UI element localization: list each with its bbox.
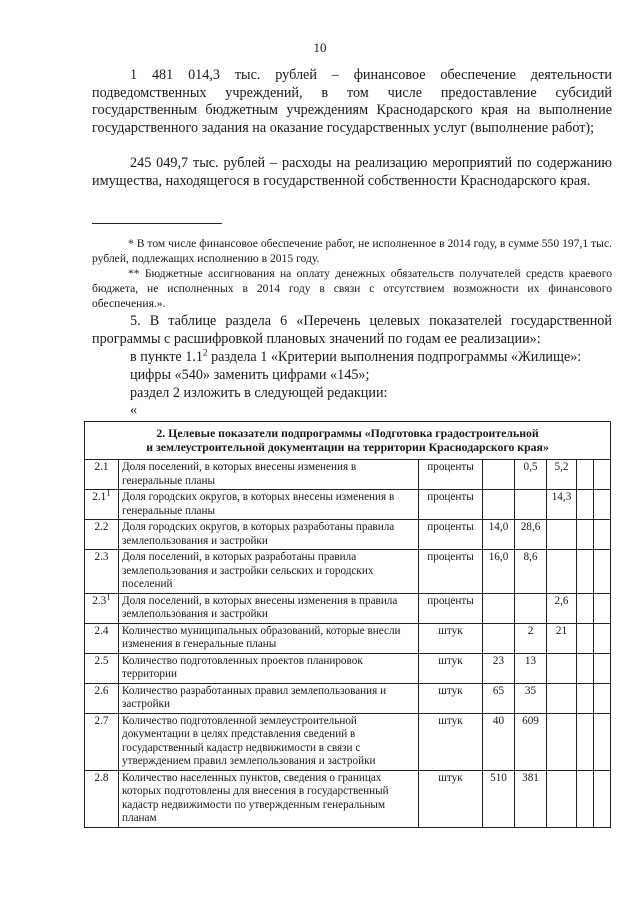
paragraph-financing-text: 1 481 014,3 тыс. рублей – финансовое обеспечение деятельности подведомственных учреждений, в том числе предоставление субсидий государственным бюджетным учреждениям Краснодарского края на выполнение государственного задания на оказание государственных услуг (выполнение работ); (92, 67, 612, 136)
table-row (85, 653, 611, 683)
value-cell: 5,2 (547, 460, 577, 490)
goals-table (84, 421, 611, 828)
value-cell: 510 (483, 770, 515, 827)
value-cell (483, 460, 515, 490)
indicator-unit: штук (419, 683, 483, 713)
indicator-name: Доля поселений, в которых внесены изменения в правила землепользования и застройки (119, 593, 419, 623)
indicator-unit: штук (419, 653, 483, 683)
value-cell: 2 (515, 623, 547, 653)
empty-cell (594, 770, 611, 827)
row-number (85, 683, 119, 713)
row-number (85, 550, 119, 594)
empty-cell (594, 593, 611, 623)
empty-cell (577, 593, 594, 623)
table-row (85, 770, 611, 827)
value-cell (483, 593, 515, 623)
value-cell (515, 593, 547, 623)
table-title-line-1: 2. Целевые показатели подпрограммы «Подготовка градостроительной (156, 426, 539, 440)
paragraph-property (92, 155, 612, 190)
empty-cell (594, 490, 611, 520)
row-number-sup: 1 (106, 487, 111, 498)
empty-cell (577, 490, 594, 520)
row-number-text: 2.1 (94, 461, 109, 473)
instruction-line-a-pre: в пункте 1.1 (130, 349, 204, 365)
row-number (85, 520, 119, 550)
row-number (85, 487, 119, 520)
row-number-sup: 1 (106, 590, 111, 601)
value-cell: 21 (547, 623, 577, 653)
empty-cell (594, 460, 611, 490)
paragraph-financing (92, 67, 612, 137)
row-number-text: 2.6 (94, 684, 109, 697)
indicator-name: Доля городских округов, в которых внесены изменения в генеральные планы (119, 490, 419, 520)
table-row (85, 550, 611, 594)
value-cell: 13 (515, 653, 547, 683)
row-number-text: 2.5 (94, 654, 109, 667)
value-cell: 35 (515, 683, 547, 713)
empty-cell (577, 550, 594, 594)
value-cell: 2,6 (547, 593, 577, 623)
instruction-line-a-post: раздела 1 «Критерии выполнения подпрограммы «Жилище»: (207, 349, 582, 365)
empty-cell (577, 770, 594, 827)
indicator-unit: штук (419, 713, 483, 770)
value-cell: 40 (483, 713, 515, 770)
table-row (85, 623, 611, 653)
indicator-unit: проценты (419, 460, 483, 490)
value-cell: 8,6 (515, 550, 547, 594)
footnote-divider (92, 223, 222, 224)
indicator-name: Доля поселений, в которых внесены изменения в генеральные планы (119, 460, 419, 490)
indicator-unit: проценты (419, 520, 483, 550)
indicator-unit: проценты (419, 490, 483, 520)
footnote-1 (92, 236, 612, 266)
row-number (85, 590, 119, 623)
row-number (85, 713, 119, 770)
instruction-line-a (130, 349, 612, 367)
instruction-line-a-sup: 2 (203, 347, 208, 358)
indicator-name: Количество муниципальных образований, которые внесли изменения в генеральные планы (119, 623, 419, 653)
indicator-name: Количество подготовленной землеустроительной документации в целях представления сведений в государственный кадастр недвижимости в связи с утверждением правил землепользования и застройки (119, 713, 419, 770)
table-title (85, 422, 611, 460)
indicator-name: Доля городских округов, в которых разработаны правила землепользования и застройки (119, 520, 419, 550)
row-number-text: 2.1 (92, 491, 107, 503)
row-number-text: 2.3 (92, 594, 107, 607)
value-cell: 0,5 (515, 460, 547, 490)
empty-cell (594, 713, 611, 770)
empty-cell (594, 550, 611, 594)
empty-cell (577, 623, 594, 653)
empty-cell (577, 520, 594, 550)
footnote-1-text: * В том числе финансовое обеспечение работ, не исполненное в 2014 году, в сумме 550 197,1 тыс. рублей, подлежащих исполнению в 2015 году. (92, 237, 612, 265)
indicator-unit: штук (419, 623, 483, 653)
table-row (85, 593, 611, 623)
value-cell (483, 623, 515, 653)
value-cell: 16,0 (483, 550, 515, 594)
row-number-text: 2.7 (94, 714, 109, 727)
indicator-name: Количество разработанных правил землепользования и застройки (119, 683, 419, 713)
value-cell (483, 490, 515, 520)
value-cell (547, 550, 577, 594)
footnote-2-text: ** Бюджетные ассигнования на оплату денежных обязательств получателей средств краевого бюджета, не исполненных в 2014 году в связи с отсутствием возможности их финансового обеспечения.». (92, 267, 612, 310)
indicator-name: Количество населенных пунктов, сведения о границах которых подготовлены для внесения в государственный кадастр недвижимости по утвержденным генеральным планам (119, 770, 419, 827)
table-row (85, 713, 611, 770)
value-cell: 28,6 (515, 520, 547, 550)
row-number-text: 2.8 (94, 771, 109, 784)
empty-cell (577, 460, 594, 490)
value-cell (547, 770, 577, 827)
value-cell (547, 713, 577, 770)
empty-cell (594, 653, 611, 683)
instruction-line-b: цифры «540» заменить цифрами «145»; (130, 367, 370, 383)
value-cell (547, 653, 577, 683)
row-number (85, 460, 119, 490)
instruction-item-5 (92, 313, 612, 348)
value-cell (547, 683, 577, 713)
page-number: 10 (313, 40, 327, 55)
value-cell (515, 490, 547, 520)
indicator-unit: штук (419, 770, 483, 827)
row-number-text: 2.4 (94, 624, 109, 637)
value-cell: 609 (515, 713, 547, 770)
row-number-text: 2.2 (94, 521, 109, 533)
row-number-text: 2.3 (94, 551, 109, 563)
table-row (85, 683, 611, 713)
indicator-name: Количество подготовленных проектов планировок территории (119, 653, 419, 683)
empty-cell (577, 713, 594, 770)
value-cell: 65 (483, 683, 515, 713)
empty-cell (594, 520, 611, 550)
instruction-line-c: раздел 2 изложить в следующей редакции: (130, 385, 388, 401)
value-cell (547, 520, 577, 550)
paragraph-property-text: 245 049,7 тыс. рублей – расходы на реализацию мероприятий по содержанию имущества, находящегося в государственной собственности Краснодарского края. (92, 155, 612, 189)
table-row (85, 460, 611, 490)
value-cell: 23 (483, 653, 515, 683)
empty-cell (594, 623, 611, 653)
row-number (85, 623, 119, 653)
empty-cell (577, 653, 594, 683)
indicator-unit: проценты (419, 593, 483, 623)
footnote-2 (92, 266, 612, 311)
quote-open: « (130, 402, 138, 418)
instruction-item-5-text: 5. В таблице раздела 6 «Перечень целевых показателей государственной программы с расшифровкой плановых значений по годам ее реализации»: (92, 313, 612, 347)
row-number (85, 770, 119, 827)
table-title-line-2: и землеустроительной документации на территории Краснодарского края» (146, 440, 549, 454)
row-number (85, 653, 119, 683)
empty-cell (594, 683, 611, 713)
indicator-unit: проценты (419, 550, 483, 594)
value-cell: 381 (515, 770, 547, 827)
indicator-name: Доля поселений, в которых разработаны правила землепользования и застройки сельских и городских поселений (119, 550, 419, 594)
value-cell: 14,3 (547, 490, 577, 520)
value-cell: 14,0 (483, 520, 515, 550)
table-header-row (85, 422, 611, 460)
table-row (85, 490, 611, 520)
empty-cell (577, 683, 594, 713)
table-row (85, 520, 611, 550)
